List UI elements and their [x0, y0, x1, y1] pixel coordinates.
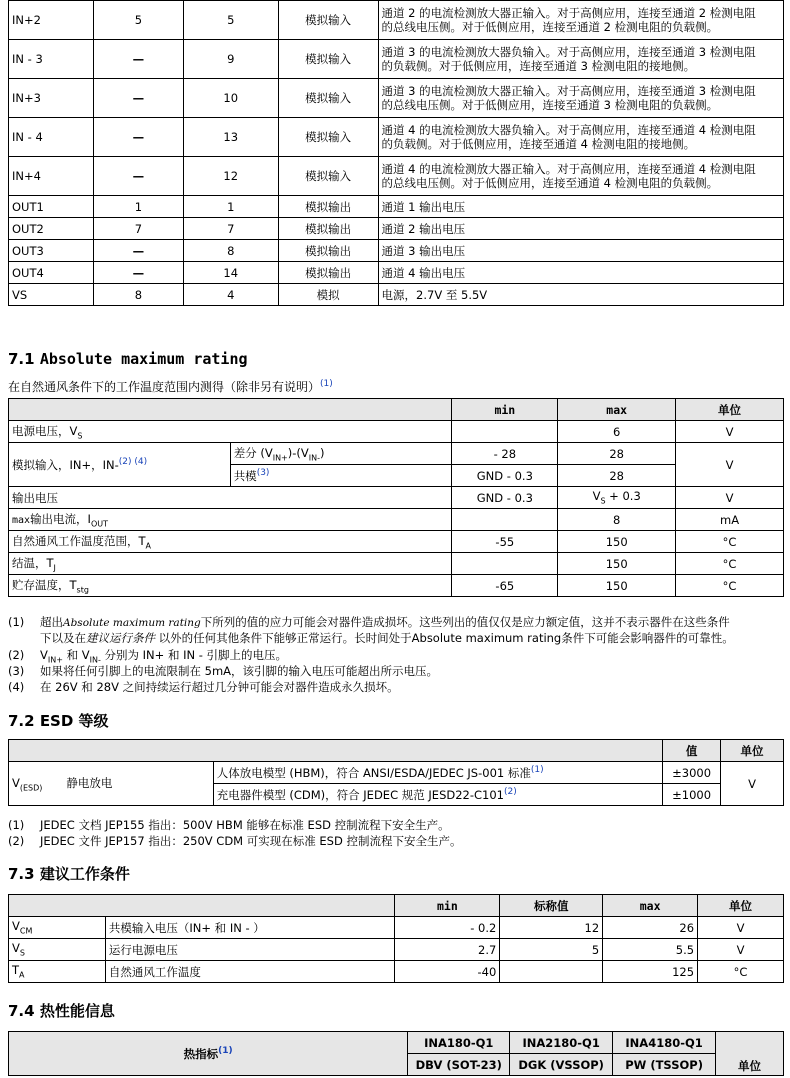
esd-header-value: 值: [663, 740, 721, 762]
pin-description: 通道 3 输出电压: [378, 240, 783, 262]
pin-name: IN - 3: [9, 40, 94, 79]
pin-number-b: 4: [183, 284, 278, 306]
pin-name: VS: [9, 284, 94, 306]
section-title-abs-max: 7.1 Absolute maximum rating: [8, 350, 248, 368]
pin-number-a: 7: [93, 218, 183, 240]
pin-number-b: 12: [183, 157, 278, 196]
roc-unit: °C: [698, 961, 784, 983]
roc-header-blank: [9, 895, 395, 917]
pin-number-b: 9: [183, 40, 278, 79]
pin-row: [9, 218, 784, 240]
pin-description: 通道 4 输出电压: [378, 262, 783, 284]
pin-number-a: —: [93, 240, 183, 262]
abs-max-row-junction: 结温，$T_J$ 150 °C: [9, 553, 784, 575]
pin-description: 通道 2 输出电压: [378, 218, 783, 240]
pin-number-b: 14: [183, 262, 278, 284]
pin-type: 模拟输出: [278, 196, 378, 218]
pin-number-b: 7: [183, 218, 278, 240]
pin-number-b: 8: [183, 240, 278, 262]
pin-name: IN - 4: [9, 118, 94, 157]
pin-row: [9, 284, 784, 306]
pin-name: OUT4: [9, 262, 94, 284]
abs-max-table: [8, 398, 784, 597]
roc-label: 运行电源电压: [105, 939, 395, 961]
pin-number-a: —: [93, 157, 183, 196]
pin-name: OUT1: [9, 196, 94, 218]
pin-name: IN+4: [9, 157, 94, 196]
pin-name: OUT2: [9, 218, 94, 240]
pin-row: [9, 262, 784, 284]
pin-name: IN+2: [9, 1, 94, 40]
roc-row: [9, 939, 784, 961]
abs-max-row-output-voltage: 输出电压 GND - 0.3 $V_S + 0.3$ V: [9, 487, 784, 509]
roc-header-nom: 标称值: [500, 895, 603, 917]
thermal-pkg-3: PW (TSSOP): [613, 1054, 716, 1076]
esd-note-2: (2) JEDEC 文件 JEP157 指出：250V CDM 可实现在标准 ESD 控制流程下安全生产。: [8, 834, 462, 848]
esd-header-blank: [9, 740, 663, 762]
pin-name: OUT3: [9, 240, 94, 262]
pin-number-a: —: [93, 118, 183, 157]
pin-number-b: 13: [183, 118, 278, 157]
pin-number-b: 10: [183, 79, 278, 118]
roc-table: [8, 894, 784, 983]
pin-number-a: —: [93, 40, 183, 79]
pin-type: 模拟输出: [278, 262, 378, 284]
roc-nom: 12: [500, 917, 603, 939]
abs-max-row-supply: 电源电压，$V_S$ 6 V: [9, 421, 784, 443]
pin-type: 模拟输出: [278, 218, 378, 240]
abs-max-header-max: max: [558, 399, 676, 421]
pin-description: 通道 3 的电流检测放大器负输入。对于高侧应用，连接至通道 3 检测电阻 的负载侧。对于低侧应用，连接至通道 3 检测电阻的接地侧。: [378, 40, 783, 79]
pin-type: 模拟输入: [278, 157, 378, 196]
abs-max-row-ambient: 自然通风工作温度范围，$T_A$ -55 150 °C: [9, 531, 784, 553]
section-title-esd: 7.2 ESD 等级: [8, 712, 109, 730]
roc-symbol: $V_S$: [9, 939, 106, 961]
abs-max-header-blank: [9, 399, 452, 421]
roc-symbol: $T_A$: [9, 961, 106, 983]
roc-row: [9, 961, 784, 983]
thermal-dev-3: INA4180-Q1: [613, 1032, 716, 1054]
roc-label: 共模输入电压（IN+ 和 IN - ）: [105, 917, 395, 939]
thermal-unit: 单位: [716, 1032, 784, 1076]
roc-nom: [500, 961, 603, 983]
pin-function-table: [8, 0, 784, 306]
abs-max-intro: 在自然通风条件下的工作温度范围内测得（除非另有说明）$^{(1)}$: [8, 379, 333, 394]
section-title-thermal: 7.4 热性能信息: [8, 1002, 115, 1020]
pin-row: [9, 118, 784, 157]
thermal-pkg-2: DGK (VSSOP): [510, 1054, 613, 1076]
roc-header-min: min: [395, 895, 500, 917]
thermal-pkg-1: DBV (SOT-23): [408, 1054, 510, 1076]
pin-number-a: —: [93, 262, 183, 284]
pin-row: [9, 240, 784, 262]
pin-number-a: 8: [93, 284, 183, 306]
abs-max-row-analog-cm: 共模$^{(3)}$ GND - 0.3 28: [9, 465, 784, 487]
pin-number-a: —: [93, 79, 183, 118]
roc-min: -40: [395, 961, 500, 983]
thermal-metric-label: 热指标$^{(1)}$: [9, 1032, 408, 1076]
roc-header-max: max: [603, 895, 698, 917]
abs-max-header-min: min: [452, 399, 558, 421]
pin-type: 模拟输入: [278, 79, 378, 118]
pin-number-a: 5: [93, 1, 183, 40]
roc-max: 26: [603, 917, 698, 939]
abs-max-header-unit: 单位: [676, 399, 784, 421]
pin-number-b: 5: [183, 1, 278, 40]
pin-description: 电源，2.7V 至 5.5V: [378, 284, 783, 306]
section-title-roc: 7.3 建议工作条件: [8, 865, 130, 883]
abs-max-note-3: (3) 如果将任何引脚上的电流限制在 5mA，该引脚的输入电压可能超出所示电压。: [8, 664, 439, 678]
pin-number-b: 1: [183, 196, 278, 218]
pin-row: [9, 40, 784, 79]
pin-description: 通道 1 输出电压: [378, 196, 783, 218]
pin-type: 模拟输出: [278, 240, 378, 262]
esd-row-cdm: 充电器件模型 (CDM)，符合 JEDEC 规范 JESD22-C101$^{(2)}$ ±1000: [9, 784, 784, 806]
pin-type: 模拟: [278, 284, 378, 306]
abs-max-note-1: (1) 超出Absolute maximum rating下所列的值的应力可能会对器件造成损坏。这些列出的值仅仅是应力额定值，这并不表示器件在这些条件 下以及在建议运行条件 以外的任何其他条件下能够正常运行。长时间处于Absolute maximum rating条件下可能会影响器件的可靠性。: [8, 615, 734, 645]
abs-max-note-4: (4) 在 26V 和 28V 之间持续运行超过几分钟可能会对器件造成永久损坏。: [8, 680, 399, 694]
thermal-dev-1: INA180-Q1: [408, 1032, 510, 1054]
esd-note-1: (1) JEDEC 文档 JEP155 指出：500V HBM 能够在标准 ESD 控制流程下安全生产。: [8, 818, 450, 832]
esd-header-unit: 单位: [721, 740, 784, 762]
thermal-dev-2: INA2180-Q1: [510, 1032, 613, 1054]
roc-nom: 5: [500, 939, 603, 961]
roc-label: 自然通风工作温度: [105, 961, 395, 983]
abs-max-note-2: (2) $V_{IN+}$ 和 $V_{IN-}$ 分别为 IN+ 和 IN - 引脚上的电压。: [8, 648, 288, 665]
roc-max: 5.5: [603, 939, 698, 961]
roc-max: 125: [603, 961, 698, 983]
pin-row: [9, 79, 784, 118]
roc-row: [9, 917, 784, 939]
abs-max-row-analog-diff: 模拟输入，IN+，IN-$^{(2) (4)}$ 差分 $(V_{IN+})-(V_{IN-})$ - 28 28 V: [9, 443, 784, 465]
pin-row: [9, 196, 784, 218]
pin-description: 通道 4 的电流检测放大器正输入。对于高侧应用，连接至通道 4 检测电阻 的总线电压侧。对于低侧应用，连接至通道 4 检测电阻的负载侧。: [378, 157, 783, 196]
pin-name: IN+3: [9, 79, 94, 118]
roc-min: 2.7: [395, 939, 500, 961]
roc-symbol: $V_{CM}$: [9, 917, 106, 939]
roc-header-unit: 单位: [698, 895, 784, 917]
pin-description: 通道 2 的电流检测放大器正输入。对于高侧应用，连接至通道 2 检测电阻 的总线电压侧。对于低侧应用，连接至通道 2 检测电阻的负载侧。: [378, 1, 783, 40]
esd-row-hbm: $V_{(ESD)}$ 静电放电 人体放电模型 (HBM)，符合 ANSI/ESDA/JEDEC JS-001 标准$^{(1)}$ ±3000 V: [9, 762, 784, 784]
roc-unit: V: [698, 939, 784, 961]
abs-max-row-storage: 贮存温度，$T_{stg}$ -65 150 °C: [9, 575, 784, 597]
pin-type: 模拟输入: [278, 118, 378, 157]
pin-type: 模拟输入: [278, 40, 378, 79]
thermal-table: [8, 1031, 784, 1076]
abs-max-row-output-current: max输出电流，$I_{OUT}$ 8 mA: [9, 509, 784, 531]
pin-number-a: 1: [93, 196, 183, 218]
pin-description: 通道 3 的电流检测放大器正输入。对于高侧应用，连接至通道 3 检测电阻 的总线电压侧。对于低侧应用，连接至通道 3 检测电阻的负载侧。: [378, 79, 783, 118]
esd-table: [8, 739, 784, 806]
pin-row: [9, 157, 784, 196]
pin-row: [9, 1, 784, 40]
pin-type: 模拟输入: [278, 1, 378, 40]
roc-unit: V: [698, 917, 784, 939]
pin-description: 通道 4 的电流检测放大器负输入。对于高侧应用，连接至通道 4 检测电阻 的负载侧。对于低侧应用，连接至通道 4 检测电阻的接地侧。: [378, 118, 783, 157]
roc-min: - 0.2: [395, 917, 500, 939]
